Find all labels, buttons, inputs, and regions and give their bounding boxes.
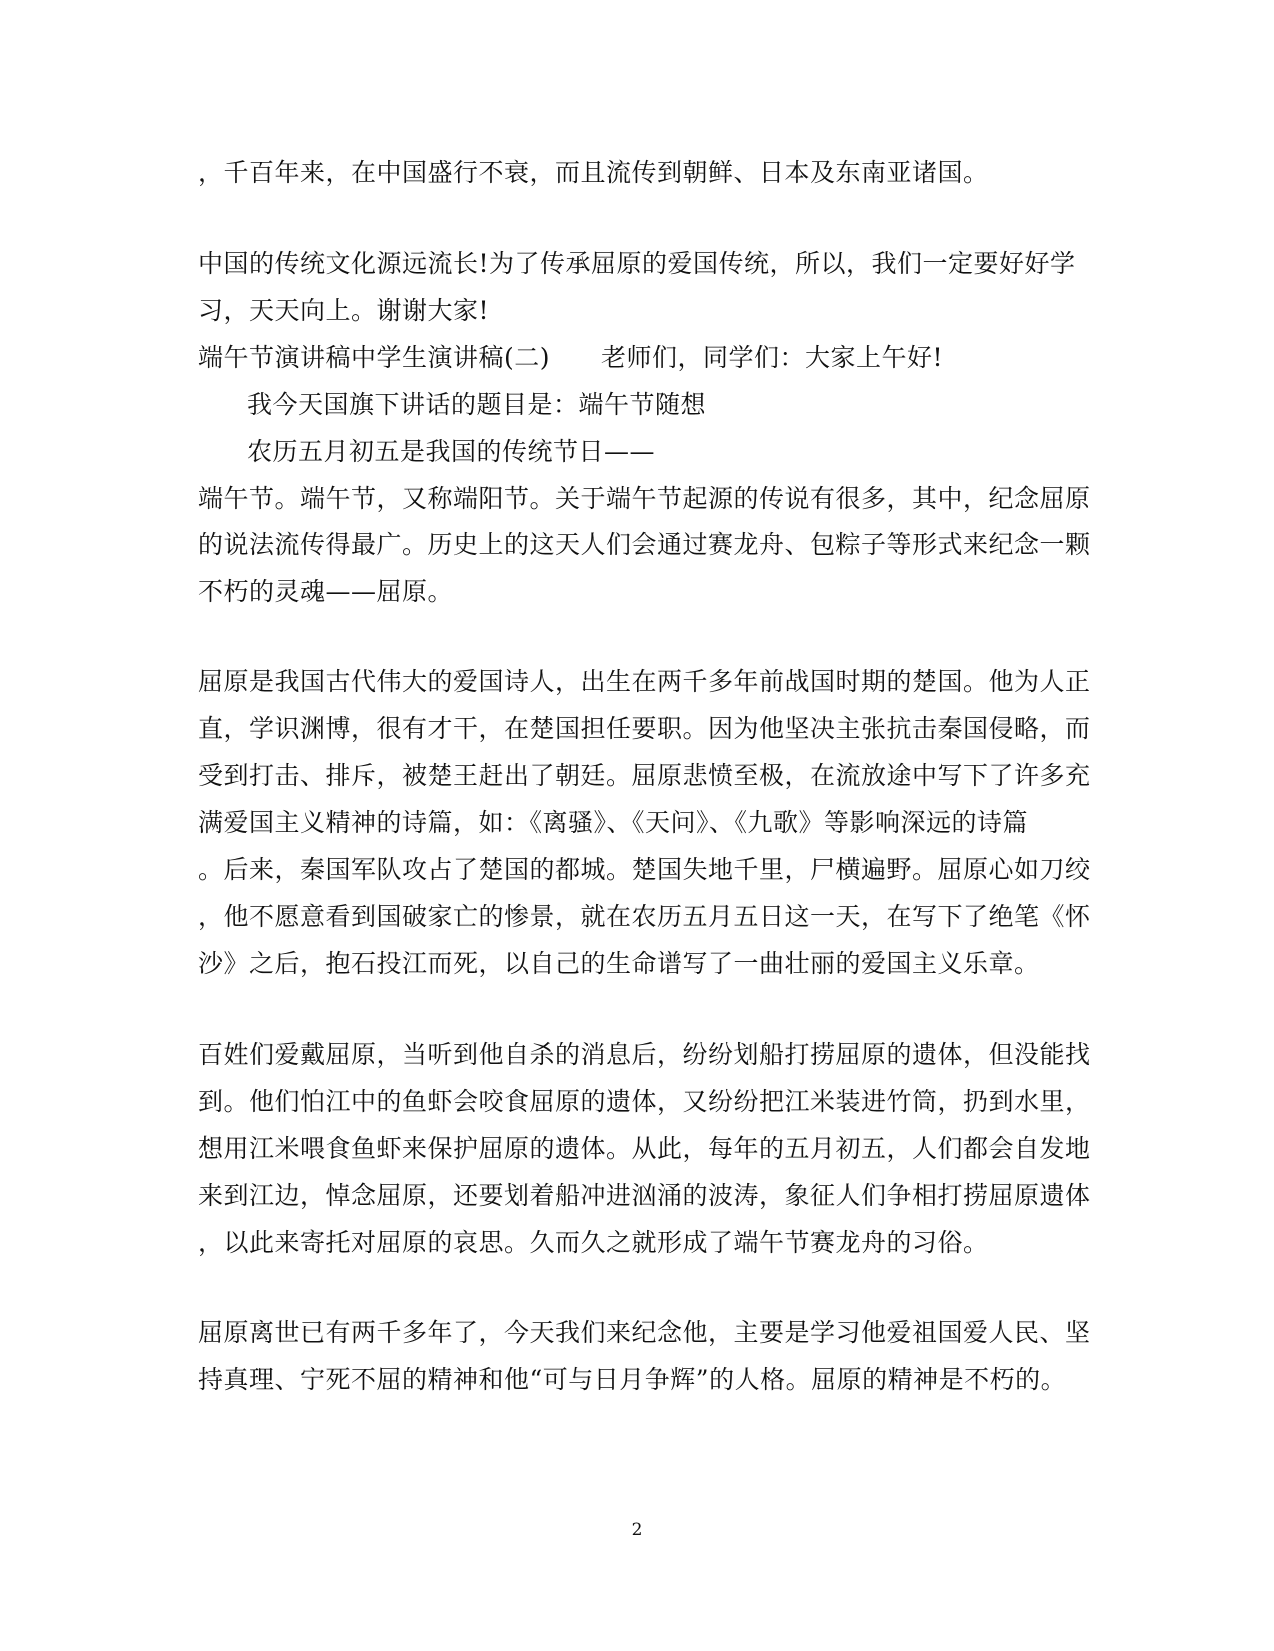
- text-line: 到。他们怕江中的鱼虾会咬食屈原的遗体，又纷纷把江米装进竹筒，扔到水里，: [198, 1087, 1091, 1116]
- text-line: 百姓们爱戴屈原，当听到他自杀的消息后，纷纷划船打捞屈原的遗体，但没能找: [198, 1040, 1091, 1069]
- text-line: 农历五月初五是我国的传统节日——: [247, 437, 656, 466]
- text-line: 受到打击、排斥，被楚王赶出了朝廷。屈原悲愤至极，在流放途中写下了许多充: [198, 761, 1091, 790]
- text-line: 中国的传统文化源远流长!为了传承屈原的爱国传统，所以，我们一定要好好学: [198, 249, 1076, 278]
- text-line: 沙》之后，抱石投江而死，以自己的生命谱写了一曲壮丽的爱国主义乐章。: [198, 949, 1040, 978]
- text-line: 。后来，秦国军队攻占了楚国的都城。楚国失地千里，尸横遍野。屈原心如刀绞: [198, 855, 1091, 884]
- text-line: 屈原是我国古代伟大的爱国诗人，出生在两千多年前战国时期的楚国。他为人正: [198, 667, 1091, 696]
- text-line: 满爱国主义精神的诗篇，如：《离骚》、《天问》、《九歌》等影响深远的诗篇: [198, 808, 1029, 837]
- section-heading: 端午节演讲稿中学生演讲稿(二) 老师们，同学们：大家上午好!: [198, 343, 944, 372]
- text-line: 的说法流传得最广。历史上的这天人们会通过赛龙舟、包粽子等形式来纪念一颗: [198, 530, 1091, 559]
- text-line: ，他不愿意看到国破家亡的惨景，就在农历五月五日这一天，在写下了绝笔《怀: [198, 902, 1091, 931]
- text-line: 端午节。端午节，又称端阳节。关于端午节起源的传说有很多，其中，纪念屈原: [198, 484, 1091, 513]
- text-line: 屈原离世已有两千多年了，今天我们来纪念他，主要是学习他爱祖国爱人民、坚: [198, 1318, 1091, 1347]
- text-line: ，以此来寄托对屈原的哀思。久而久之就形成了端午节赛龙舟的习俗。: [198, 1228, 989, 1257]
- text-line: 直，学识渊博，很有才干，在楚国担任要职。因为他坚决主张抗击秦国侵略，而: [198, 714, 1091, 743]
- text-line: 我今天国旗下讲话的题目是：端午节随想: [247, 390, 707, 419]
- text-line: 不朽的灵魂——屈原。: [198, 577, 454, 606]
- page-number: 2: [631, 1520, 643, 1540]
- text-line: 想用江米喂食鱼虾来保护屈原的遗体。从此，每年的五月初五，人们都会自发地: [198, 1134, 1091, 1163]
- text-line: 持真理、宁死不屈的精神和他“可与日月争辉”的人格。屈原的精神是不朽的。: [198, 1365, 1067, 1394]
- text-line: 习，天天向上。谢谢大家!: [198, 296, 490, 325]
- text-line: 来到江边，悼念屈原，还要划着船冲进汹涌的波涛，象征人们争相打捞屈原遗体: [198, 1181, 1091, 1210]
- text-line: ，千百年来，在中国盛行不衰，而且流传到朝鲜、日本及东南亚诸国。: [198, 158, 989, 187]
